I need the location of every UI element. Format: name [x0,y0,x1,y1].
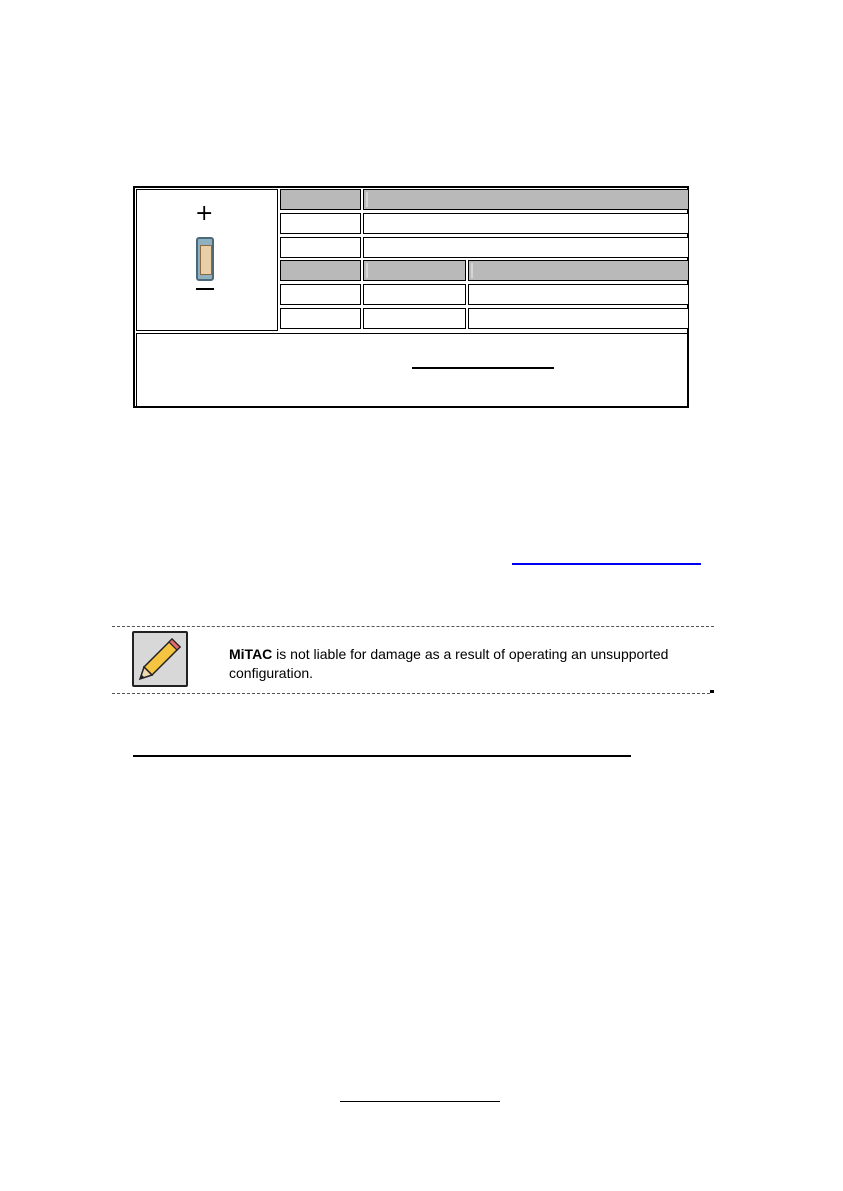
table-cell [280,237,361,258]
footer-underline [340,1101,500,1102]
table-cell [363,284,466,305]
note-text-line1: is not liable for damage as a result of operating an unsupported [272,646,669,662]
note-text-line2: configuration. [229,665,314,681]
divider-end-mark [710,690,714,693]
table-cell [363,213,689,234]
table-cell [468,308,689,329]
table-cell [363,308,466,329]
table-cell [280,308,361,329]
table-cell [468,284,689,305]
table-cell [280,284,361,305]
table-header-cell [363,260,466,281]
table-header-cell [280,189,361,210]
table-cell [280,213,361,234]
table-note-cell [136,333,689,407]
pencil-note-icon [132,631,188,687]
table-cell [363,237,689,258]
note-top-divider [112,626,714,627]
jumper-icon [196,237,214,281]
note-bottom-divider [112,693,710,694]
note-brand: MiTAC [229,646,273,662]
table-header-cell [468,260,689,281]
note-text [229,645,719,683]
minus-symbol [196,288,214,290]
underlined-text-line [412,367,554,369]
hyperlink-underline[interactable] [512,563,701,565]
table-header-cell [363,189,689,210]
plus-symbol: + [195,201,214,226]
section-heading-underline [133,755,631,757]
table-header-cell [280,260,361,281]
